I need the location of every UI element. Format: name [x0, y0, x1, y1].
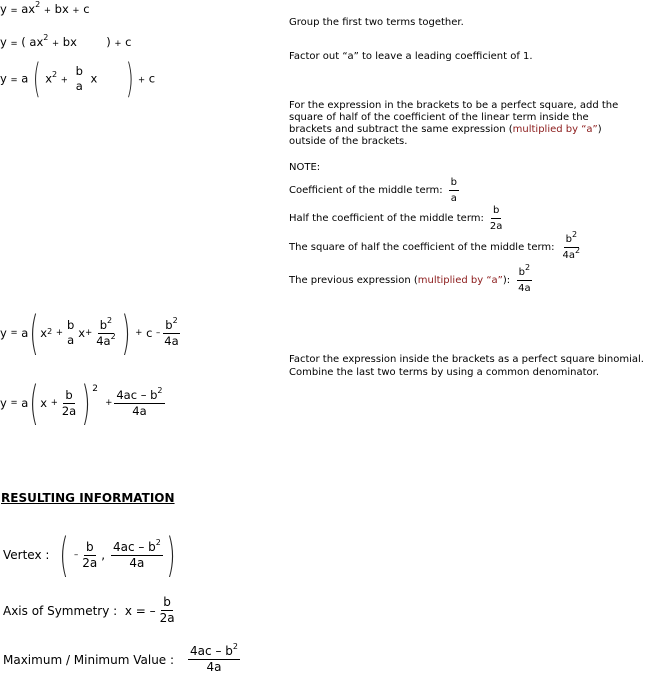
fraction-b-over-a [74, 65, 85, 93]
exponent: 2 [157, 385, 163, 395]
fraction-max-min [188, 642, 240, 674]
plus-sign: + [105, 398, 113, 408]
numerator: b [491, 204, 501, 219]
coef-a: a [21, 71, 29, 86]
denominator: 4a [129, 555, 145, 570]
numerator: b [565, 234, 572, 245]
equation-standard-form [0, 2, 90, 16]
numerator: b [75, 64, 83, 78]
fraction-vertex-k [111, 537, 163, 570]
denominator: 4a [562, 250, 576, 261]
big-open-paren: ( [29, 306, 39, 360]
note-text: ): [502, 274, 511, 286]
numerator: b [66, 318, 75, 332]
big-close-paren: ) [81, 376, 91, 430]
note-group-terms: Group the first two terms together. [289, 17, 464, 28]
equals-sign: = [10, 39, 18, 49]
fraction-b2-over-4a [162, 315, 180, 348]
note-text: The previous expression ( [289, 274, 418, 286]
denominator: 4a [132, 403, 147, 418]
denominator: a [67, 333, 75, 347]
denominator: 4a [164, 333, 179, 348]
exponent: 2 [35, 0, 41, 10]
term-c: c [146, 326, 153, 340]
denominator: 2a [82, 555, 98, 570]
term-bx: bx [62, 35, 77, 49]
denominator: a [450, 193, 457, 204]
plus-sign: + [55, 328, 63, 338]
numerator: b [85, 539, 94, 554]
result-label: Axis of Symmetry : [3, 603, 118, 618]
note-half-coefficient [289, 204, 506, 233]
fraction-vertex-k [114, 385, 164, 418]
note-complete-square [289, 100, 634, 148]
var-y: y [0, 326, 7, 340]
note-text: Half the coefficient of the middle term: [289, 212, 484, 224]
fraction-b-over-2a [158, 596, 177, 625]
term-ax: ax [29, 35, 44, 49]
var-x: x [40, 326, 48, 340]
note-label: NOTE: [289, 162, 321, 173]
coef-a: a [21, 326, 29, 340]
big-close-paren: ) [121, 306, 131, 360]
plus-sign: + [50, 398, 58, 408]
numerator: 4ac – b [112, 539, 156, 554]
denominator: 2a [159, 611, 175, 625]
plus-sign: + [52, 39, 60, 49]
plus-sign: + [43, 6, 51, 16]
denominator: 2a [61, 403, 77, 418]
minus-sign: – [74, 550, 79, 560]
note-factor-binomial: Factor the expression inside the brackets as a perfect square binomial. [289, 354, 644, 365]
var-y: y [0, 396, 7, 410]
note-text: ) outside of the brackets. [289, 124, 602, 147]
numerator: b [449, 176, 459, 191]
big-close-paren: ) [125, 56, 134, 102]
denominator: 4a [518, 283, 531, 294]
numerator: 4ac – b [190, 644, 233, 658]
fraction [449, 176, 459, 205]
exponent: 2 [107, 315, 113, 325]
denominator: a [75, 79, 83, 93]
note-common-denominator: Combine the last two terms by using a common denominator. [289, 367, 600, 378]
comma: , [101, 548, 106, 562]
var-x: x [40, 396, 48, 410]
var-y: y [0, 71, 7, 86]
numerator: b [165, 317, 173, 332]
plus-sign: + [114, 39, 122, 49]
term-c: c [125, 35, 132, 49]
numerator: b [518, 267, 525, 278]
fraction-b-over-a [65, 319, 76, 347]
numerator: b [99, 317, 108, 332]
equals-sign: = [10, 328, 18, 338]
equals-sign: = [10, 398, 18, 408]
note-text: Coefficient of the middle term: [289, 184, 443, 196]
var-x: x [90, 71, 98, 86]
exponent: 2 [232, 642, 238, 651]
result-label: Maximum / Minimum Value : [3, 652, 175, 667]
result-label: Vertex : [3, 548, 50, 562]
term-ax: ax [21, 2, 36, 16]
fraction [516, 262, 533, 295]
open-paren: ( [21, 35, 26, 49]
result-vertex [3, 528, 177, 582]
note-text: For the expression in the brackets to be a perfect square, add the square of half of the coefficient of the linear term inside the brackets and subtract the same expression ( [289, 100, 619, 135]
equation-vertex-form: y = a ( x + $\frac{b}{2a}$ ) $^2$ + $\frac{4ac - b^2}{4a}$ [0, 376, 163, 430]
minus-sign: – [156, 328, 161, 338]
exponent: 2 [43, 33, 49, 43]
fraction-b-over-2a [60, 389, 78, 418]
var-x: x [45, 71, 53, 86]
denominator: 2a [489, 221, 503, 232]
note-factor-a: Factor out “a” to leave a leading coefficient of 1. [289, 51, 533, 62]
note-highlight: multiplied by “a” [417, 274, 503, 286]
plus-sign: + [137, 75, 146, 86]
fraction [488, 204, 505, 233]
exponent: 2 [172, 315, 178, 325]
big-open-paren: ( [59, 528, 69, 582]
axis-equation: x = – [124, 603, 156, 618]
note-previous-expression [289, 262, 535, 295]
equals-sign: = [10, 6, 18, 16]
denominator: 4a [206, 660, 222, 674]
coef-a: a [21, 396, 29, 410]
fraction-b2-over-4a2 [94, 315, 117, 348]
plus-sign: + [60, 75, 68, 86]
exponent: 2 [571, 229, 578, 239]
equation-factor-a [0, 56, 156, 102]
numerator: b [65, 387, 73, 402]
equation-completed-square: y = a ( x $^2$ + b a x + $\frac{b^2}{4a^2}$ ) + c – $\frac{b^2}{4a}$ [0, 306, 179, 360]
big-open-paren: ( [29, 376, 39, 430]
term-c: c [83, 2, 90, 16]
big-close-paren: ) [166, 528, 176, 582]
exponent: 2 [110, 331, 116, 341]
term-bx: bx [54, 2, 69, 16]
var-x: x [78, 326, 86, 340]
exponent: 2 [575, 245, 581, 255]
plus-sign: + [135, 328, 143, 338]
fraction-b-over-2a [80, 541, 99, 570]
var-y: y [0, 2, 7, 16]
denominator: 4a [96, 333, 111, 348]
exponent: 2 [52, 69, 58, 79]
note-coefficient [289, 176, 461, 205]
var-y: y [0, 35, 7, 49]
fraction [561, 229, 583, 262]
note-square-half [289, 229, 584, 262]
numerator: 4ac – b [116, 387, 158, 402]
exponent: 2 [155, 537, 161, 547]
exponent: 2 [524, 262, 531, 272]
numerator: b [163, 595, 171, 609]
equals-sign: = [10, 75, 18, 86]
big-open-paren: ( [32, 56, 41, 102]
note-highlight: multiplied by “a” [512, 124, 598, 135]
equation-grouped [0, 35, 131, 49]
close-paren: ) [106, 35, 111, 49]
resulting-information-heading: RESULTING INFORMATION [1, 491, 175, 505]
plus-sign: + [85, 328, 93, 338]
result-axis-of-symmetry [3, 596, 179, 625]
term-c: c [148, 71, 156, 86]
result-max-min-value [3, 642, 242, 674]
plus-sign: + [72, 6, 80, 16]
note-text: The square of half the coefficient of the middle term: [289, 241, 555, 253]
